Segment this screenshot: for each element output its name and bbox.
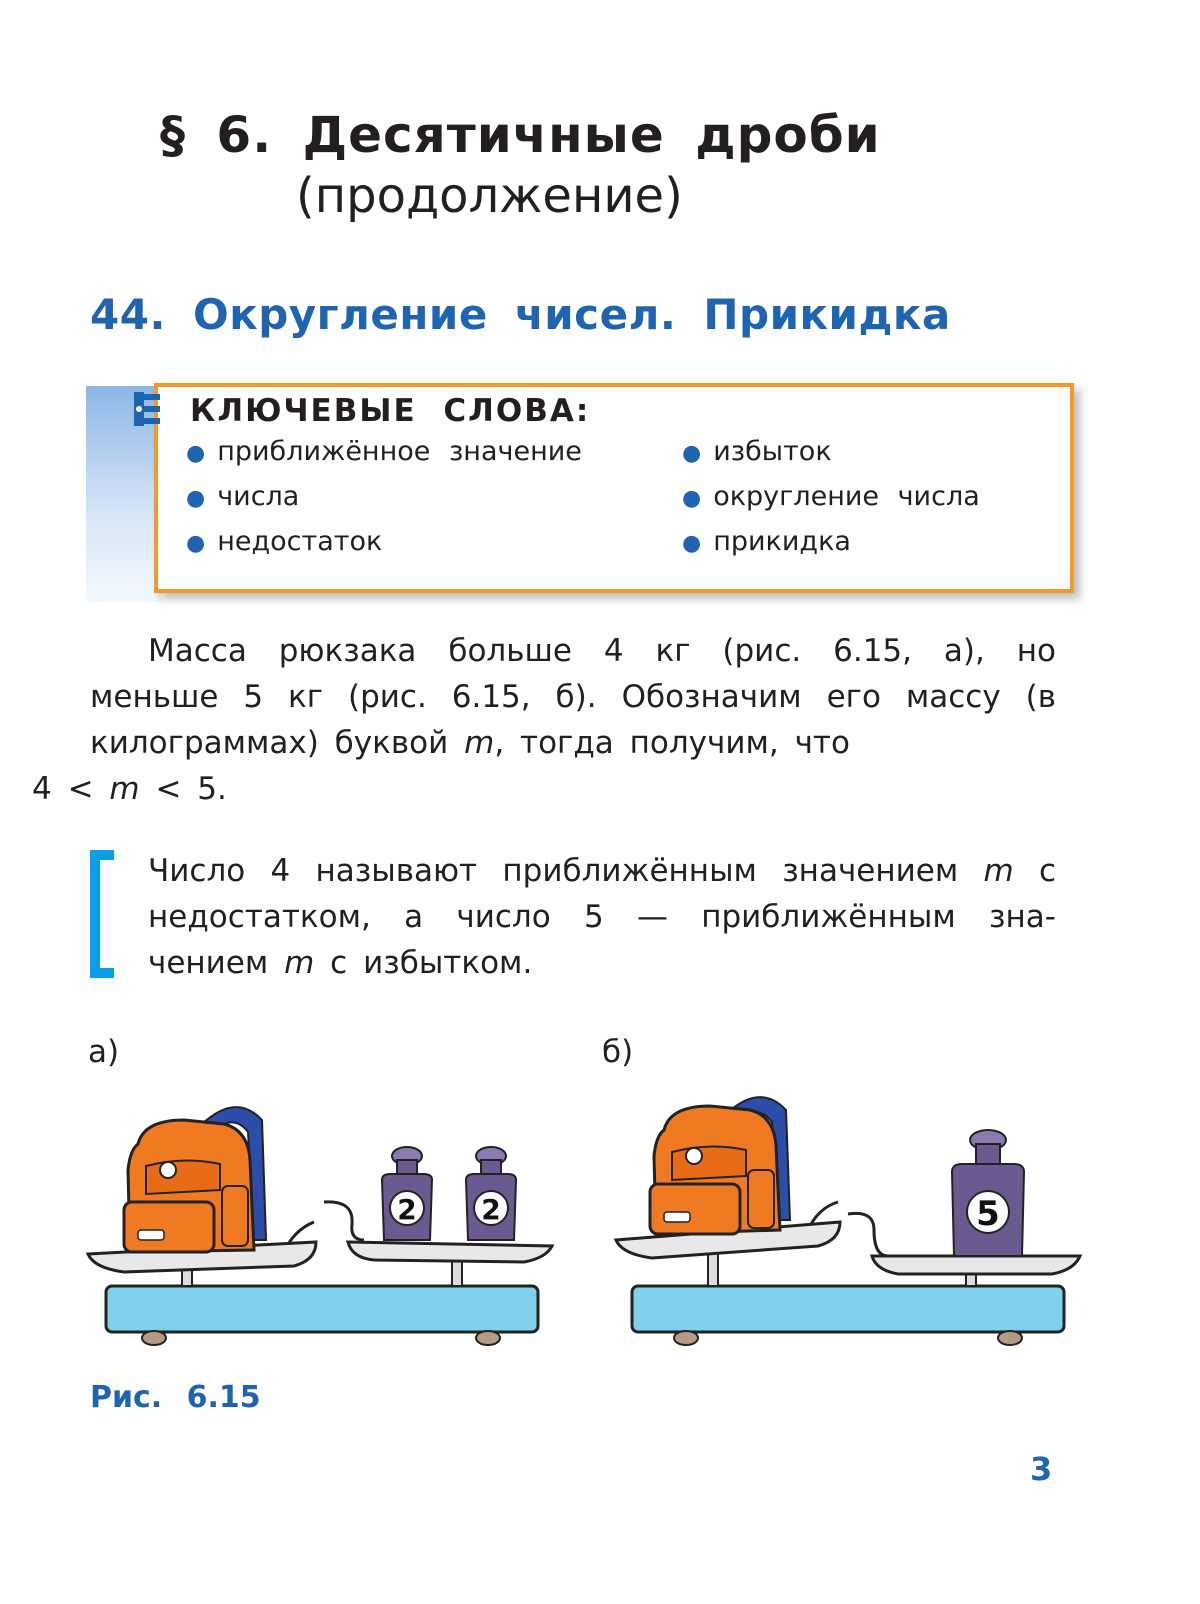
paragraph-line-2: меньше 5 кг (рис. 6.15, б). Обозначим его массу — [90, 679, 1001, 715]
bullet-icon: ● — [186, 486, 206, 511]
definition-bracket — [90, 850, 114, 978]
weight-icon — [466, 1147, 516, 1240]
scale-pan-right — [872, 1256, 1080, 1274]
page-number: 3 — [1030, 1450, 1053, 1488]
scale-foot — [998, 1331, 1022, 1345]
bullet-icon: ● — [682, 441, 702, 466]
bullet-icon: ● — [682, 486, 702, 511]
backpack-icon — [650, 1097, 790, 1234]
definition-part-3: с избытком. — [314, 945, 533, 981]
scale-base — [632, 1286, 1064, 1332]
keyword-item — [682, 526, 851, 557]
scale-foot — [476, 1331, 500, 1345]
variable-m: m — [284, 945, 315, 981]
inequality — [32, 766, 227, 812]
figure-caption: Рис. 6.15 — [90, 1380, 261, 1415]
body-paragraph — [32, 628, 1056, 812]
scale-illustration-b — [612, 1080, 1092, 1352]
figure-label-b: б) — [602, 1034, 634, 1070]
keyword-text: избыток — [713, 436, 832, 467]
scale-pan-right — [348, 1242, 552, 1262]
keyword-item — [186, 436, 582, 467]
section-subtitle: (продолжение) — [296, 168, 683, 224]
lesson-title: 44. Округление чисел. Прикидка — [90, 290, 951, 339]
keyword-text: округление числа — [713, 481, 980, 512]
scale-base — [106, 1286, 538, 1332]
paragraph-line-3a: (в килограммах) буквой — [90, 679, 1056, 761]
variable-m: m — [464, 725, 495, 761]
keyword-item — [186, 481, 299, 512]
variable-m: m — [983, 853, 1014, 889]
paragraph-line-3b: , тогда получим, что — [494, 725, 850, 761]
keyword-item — [682, 481, 980, 512]
keyword-text: числа — [217, 481, 300, 512]
keyword-text: прикидка — [713, 526, 851, 557]
definition-part-1: Число 4 называют приближённым значением — [148, 853, 984, 889]
inequality-left: 4 < — [32, 771, 110, 807]
figure-label-a: а) — [88, 1034, 120, 1070]
section-title: § 6. Десятичные дроби — [160, 106, 881, 164]
definition-text — [148, 848, 1056, 986]
bullet-icon: ● — [682, 531, 702, 556]
keyword-item — [186, 526, 382, 557]
keyword-text: недостаток — [217, 526, 383, 557]
scale-foot — [674, 1331, 698, 1345]
weight-label: 5 — [976, 1194, 1000, 1234]
bullet-icon: ● — [186, 441, 206, 466]
keyword-text: приближённое значение — [217, 436, 582, 467]
bullet-icon: ● — [186, 531, 206, 556]
scale-illustration-a — [84, 1090, 564, 1352]
variable-m: m — [109, 771, 140, 807]
weight-icon — [952, 1130, 1024, 1256]
paragraph-line-1: Масса рюкзака больше 4 кг (рис. 6.15, а), но — [148, 633, 1056, 669]
inequality-right: < 5. — [139, 771, 227, 807]
keyword-item — [682, 436, 832, 467]
weight-icon — [382, 1147, 432, 1240]
key-icon — [134, 392, 164, 426]
backpack-icon — [124, 1107, 266, 1252]
weight-label: 2 — [397, 1193, 417, 1226]
keywords-heading: КЛЮЧЕВЫЕ СЛОВА: — [190, 393, 591, 429]
weight-label: 2 — [481, 1193, 501, 1226]
definition-part-2: с недостатком, а число 5 — приближённым зна-чением — [148, 853, 1056, 981]
scale-foot — [142, 1331, 166, 1345]
